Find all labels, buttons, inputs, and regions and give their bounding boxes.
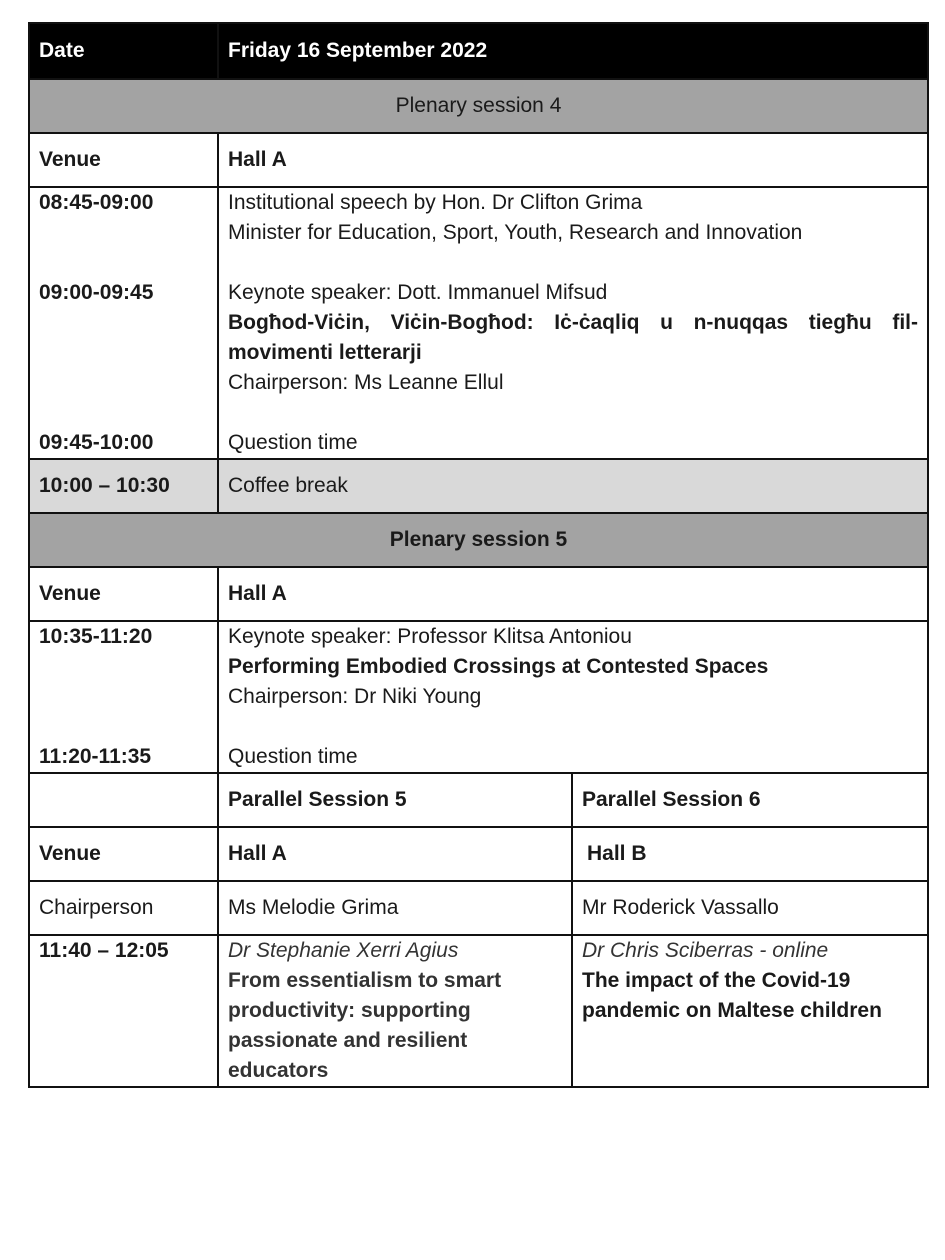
talk-session-6 (572, 935, 928, 1087)
time-slot: 11:40 – 12:05 (39, 939, 169, 962)
date-header-row (29, 23, 928, 79)
date-value: Friday 16 September 2022 (218, 23, 928, 79)
plenary-5-times (29, 621, 218, 773)
plenary-5-details (218, 621, 928, 773)
coffee-break-row (29, 459, 928, 513)
plenary-4-times (29, 187, 218, 459)
time-slot: 08:45-09:00 (39, 191, 154, 214)
keynote-chair: Chairperson: Dr Niki Young (228, 685, 482, 708)
plenary-4-program-row (29, 187, 928, 459)
coffee-time: 10:00 – 10:30 (29, 459, 218, 513)
speech-subtitle: Minister for Education, Sport, Youth, Research and Innovation (228, 221, 803, 244)
parallel-sessions-row (29, 773, 928, 827)
plenary-4-title: Plenary session 4 (29, 79, 928, 133)
date-label: Date (29, 23, 218, 79)
empty-cell (29, 773, 218, 827)
venue-hall-b: Hall B (572, 827, 928, 881)
keynote-chair: Chairperson: Ms Leanne Ellul (228, 371, 504, 394)
parallel-talk-row (29, 935, 928, 1087)
venue-label: Venue (29, 827, 218, 881)
talk-session-5 (218, 935, 572, 1087)
keynote-title: Bogħod-Viċin, Viċin-Bogħod: Iċ-ċaqliq u n-nuqqas tiegħu fil-movimenti letterarji (228, 311, 919, 364)
chair-session-6: Mr Roderick Vassallo (572, 881, 928, 935)
speech-title: Institutional speech by Hon. Dr Clifton Grima (228, 191, 643, 214)
talk-title: The impact of the Covid-19 pandemic on Maltese children (582, 969, 882, 1022)
chair-label: Chairperson (29, 881, 218, 935)
parallel-session-6-title: Parallel Session 6 (572, 773, 928, 827)
time-slot: 09:00-09:45 (39, 281, 154, 304)
time-slot: 09:45-10:00 (39, 431, 154, 454)
keynote-speaker: Keynote speaker: Professor Klitsa Antoniou (228, 625, 632, 648)
plenary-4-row (29, 79, 928, 133)
plenary-4-venue-row (29, 133, 928, 187)
venue-hall-a: Hall A (218, 827, 572, 881)
keynote-speaker: Keynote speaker: Dott. Immanuel Mifsud (228, 281, 608, 304)
chair-session-5: Ms Melodie Grima (218, 881, 572, 935)
venue-label: Venue (29, 133, 218, 187)
parallel-venue-row (29, 827, 928, 881)
talk-time (29, 935, 218, 1087)
question-time: Question time (228, 431, 358, 454)
time-slot: 10:35-11:20 (39, 625, 153, 648)
talk-title: From essentialism to smart productivity: supporting passionate and resilient educators (228, 969, 502, 1082)
keynote-title: Performing Embodied Crossings at Contested Spaces (228, 655, 769, 678)
venue-value: Hall A (218, 567, 928, 621)
coffee-label: Coffee break (218, 459, 928, 513)
time-slot: 11:20-11:35 (39, 745, 152, 768)
venue-label: Venue (29, 567, 218, 621)
parallel-chair-row (29, 881, 928, 935)
plenary-5-venue-row (29, 567, 928, 621)
parallel-session-5-title: Parallel Session 5 (218, 773, 572, 827)
plenary-5-title: Plenary session 5 (29, 513, 928, 567)
question-time: Question time (228, 745, 358, 768)
talk-speaker: Dr Chris Sciberras - online (582, 939, 829, 962)
plenary-4-details (218, 187, 928, 459)
plenary-5-program-row (29, 621, 928, 773)
venue-value: Hall A (218, 133, 928, 187)
plenary-5-row (29, 513, 928, 567)
talk-speaker: Dr Stephanie Xerri Agius (228, 939, 459, 962)
schedule-table (28, 22, 929, 1088)
